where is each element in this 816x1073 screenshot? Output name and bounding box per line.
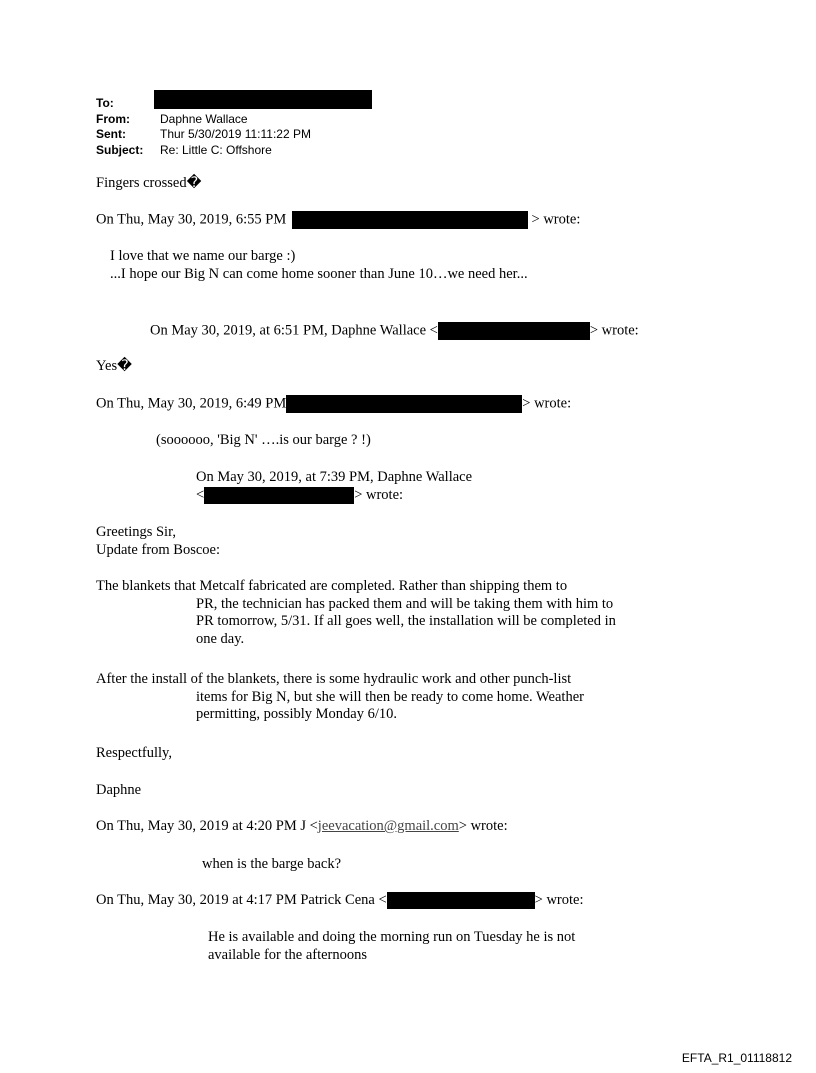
- redaction-bar: [438, 322, 590, 340]
- paragraph-2-rest: items for Big N, but she will then be ready to come home. Weather permitting, possibly Monday 6/10.: [196, 688, 584, 722]
- paragraph-2-first-line: After the install of the blankets, there is some hydraulic work and other punch-list: [96, 671, 572, 687]
- quote-header-6: [96, 892, 584, 909]
- msg-5: when is the barge back?: [202, 856, 342, 872]
- quote-2-suffix: > wrote:: [589, 322, 639, 339]
- sent-value: Thur 5/30/2019 11:11:22 PM: [160, 127, 311, 141]
- quote-header-2: [150, 322, 639, 340]
- to-row: [96, 96, 372, 112]
- subject-label: Subject:: [96, 142, 144, 157]
- subject-value: Re: Little C: Offshore: [160, 142, 272, 157]
- quote-header-4-line-2: [196, 487, 403, 504]
- redaction-bar: [292, 211, 528, 229]
- greeting-line-2: Update from Boscoe:: [96, 542, 221, 558]
- paragraph-1-rest: PR, the technician has packed them and will be taking them with him to PR tomorrow, 5/31. If all goes well, the installation will be completed in one day.: [196, 595, 616, 647]
- greeting-line-1: Greetings Sir,: [96, 524, 176, 540]
- quote-header-5: [96, 818, 508, 835]
- quote-5-prefix: On Thu, May 30, 2019 at 4:20 PM J <: [96, 818, 318, 834]
- paragraph-2: [96, 671, 636, 724]
- quote-5-suffix: > wrote:: [458, 818, 508, 834]
- signature: Daphne: [96, 782, 142, 798]
- closing-respectfully: Respectfully,: [96, 745, 172, 761]
- quote-header-4-line-1: On May 30, 2019, at 7:39 PM, Daphne Wallace: [196, 469, 473, 485]
- quote-header-1: [96, 211, 580, 229]
- quote-2-prefix: On May 30, 2019, at 6:51 PM, Daphne Wallace <: [150, 322, 438, 339]
- quote-4-lt: <: [196, 487, 205, 503]
- msg-1-line-1: I love that we name our barge :): [110, 248, 296, 264]
- quote-header-3: [96, 395, 571, 413]
- email-header: [96, 96, 372, 158]
- from-label: From:: [96, 111, 130, 126]
- redaction-bar: [286, 395, 522, 413]
- document-id: EFTA_R1_01118812: [681, 1051, 792, 1065]
- redaction-bar: [387, 892, 535, 909]
- from-row: [96, 112, 372, 128]
- paragraph-1-first-line: The blankets that Metcalf fabricated are completed. Rather than shipping them to: [96, 578, 568, 594]
- to-label: To:: [96, 96, 114, 110]
- body-line-fingers: Fingers crossed�: [96, 175, 202, 191]
- from-value: Daphne Wallace: [160, 111, 248, 126]
- msg-1-line-2: ...I hope our Big N can come home sooner than June 10…we need her...: [110, 266, 528, 282]
- quote-4-suffix: > wrote:: [354, 487, 404, 503]
- quote-6-prefix: On Thu, May 30, 2019 at 4:17 PM Patrick Cena <: [96, 892, 387, 908]
- quote-6-suffix: > wrote:: [534, 892, 584, 908]
- msg-3: (soooooo, 'Big N' ….is our barge ? !): [156, 432, 371, 448]
- redaction-bar: [154, 90, 372, 109]
- sent-label: Sent:: [96, 127, 126, 141]
- quote-3-suffix: > wrote:: [522, 395, 572, 412]
- quote-3-prefix: On Thu, May 30, 2019, 6:49 PM: [96, 395, 287, 412]
- quote-1-suffix: > wrote:: [531, 211, 581, 228]
- paragraph-1: [96, 578, 636, 648]
- subject-row: [96, 143, 372, 159]
- email-link[interactable]: jeevacation@gmail.com: [317, 818, 459, 834]
- sent-row: [96, 127, 372, 143]
- msg-6: He is available and doing the morning run on Tuesday he is not available for the afternoons: [208, 929, 576, 963]
- quote-1-prefix: On Thu, May 30, 2019, 6:55 PM: [96, 211, 287, 228]
- redaction-bar: [204, 487, 354, 504]
- body-line-yes: Yes�: [96, 358, 132, 374]
